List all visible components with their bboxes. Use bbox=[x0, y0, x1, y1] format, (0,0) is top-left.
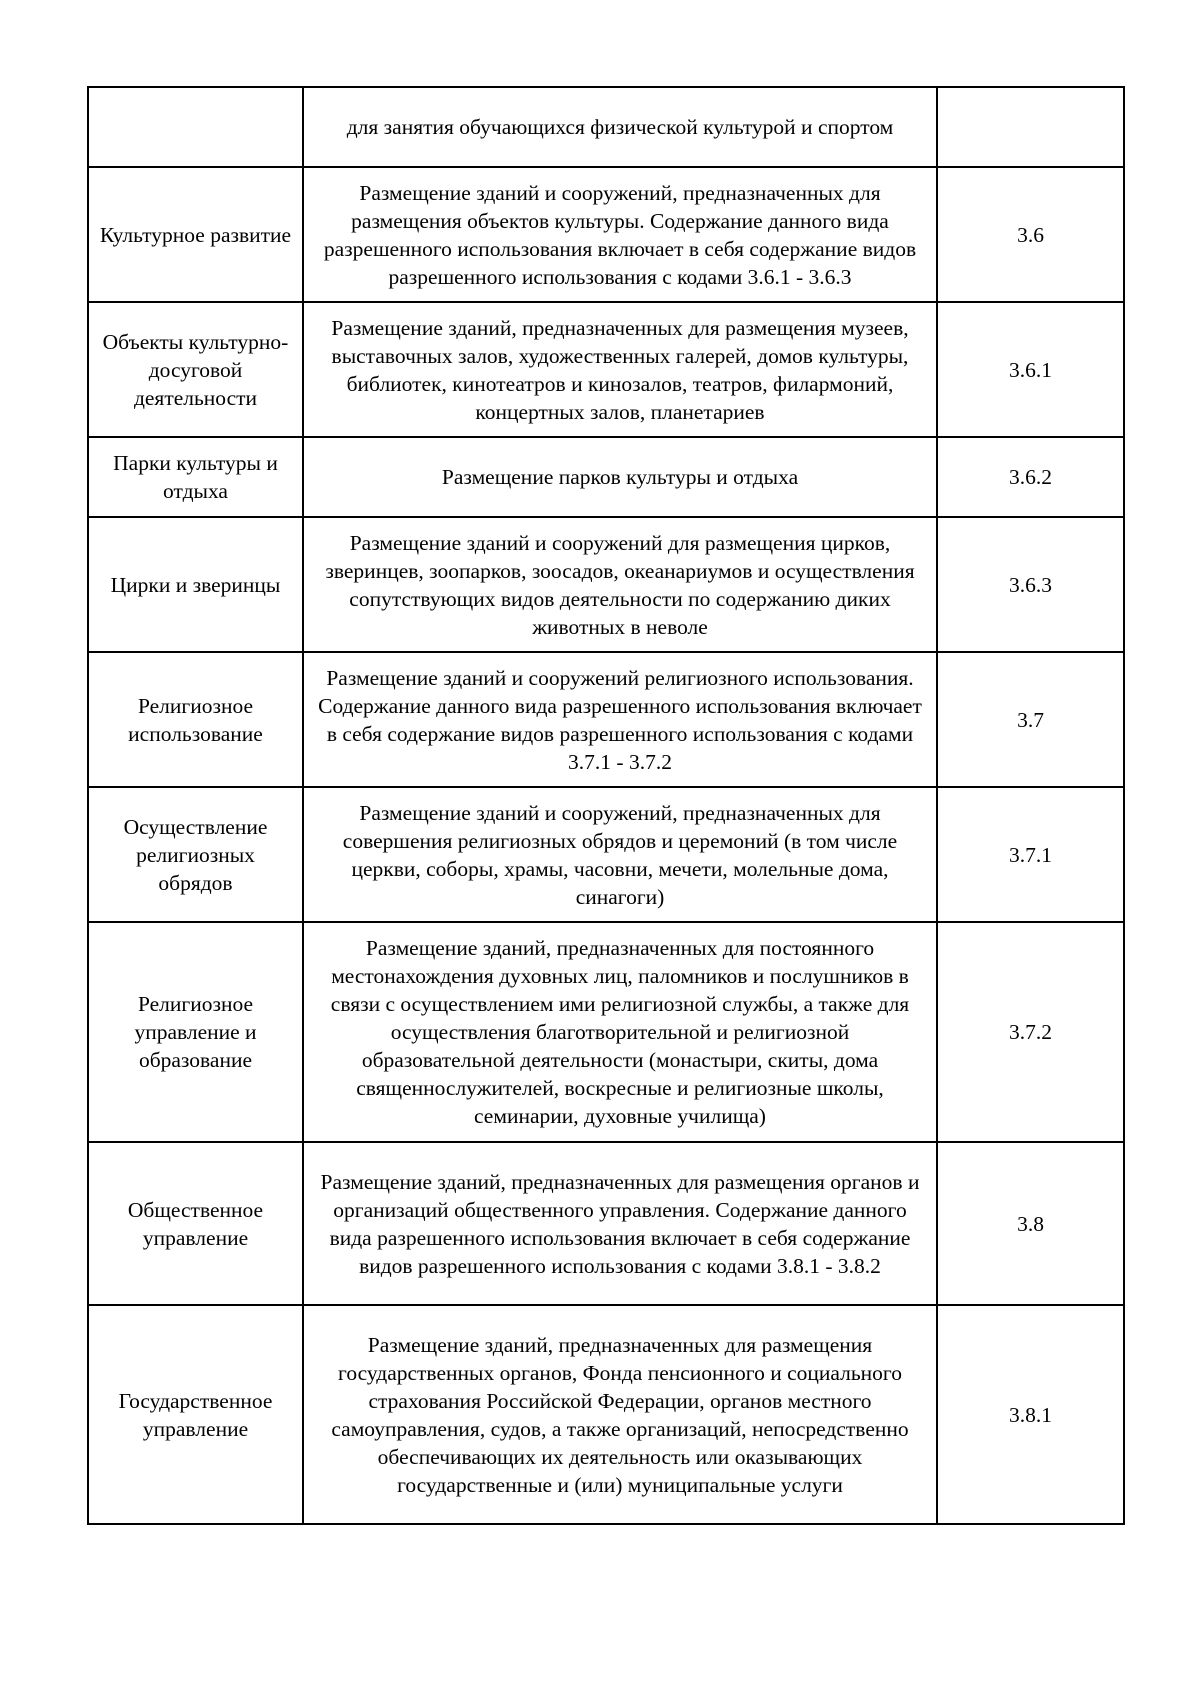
use-name-cell: Религиозное управление и образование bbox=[88, 922, 303, 1142]
use-description-cell: для занятия обучающихся физической культурой и спортом bbox=[303, 87, 937, 167]
use-name-cell bbox=[88, 87, 303, 167]
use-code-cell: 3.8.1 bbox=[937, 1305, 1124, 1524]
use-code-cell: 3.8 bbox=[937, 1142, 1124, 1305]
table-row bbox=[88, 922, 1124, 1142]
table-row bbox=[88, 167, 1124, 302]
table-row bbox=[88, 302, 1124, 437]
table-row bbox=[88, 1142, 1124, 1305]
use-code-cell: 3.7.2 bbox=[937, 922, 1124, 1142]
use-name-cell: Общественное управление bbox=[88, 1142, 303, 1305]
use-description-cell: Размещение зданий, предназначенных для размещения музеев, выставочных залов, художественных галерей, домов культуры, библиотек, кинотеатров и кинозалов, театров, филармоний, концертных залов, планетариев bbox=[303, 302, 937, 437]
use-code-cell: 3.7.1 bbox=[937, 787, 1124, 922]
use-code-cell: 3.6.2 bbox=[937, 437, 1124, 517]
table-row bbox=[88, 652, 1124, 787]
use-name-cell: Культурное развитие bbox=[88, 167, 303, 302]
use-code-cell: 3.7 bbox=[937, 652, 1124, 787]
land-use-table bbox=[87, 86, 1125, 1525]
use-name-cell: Объекты культурно-досуговой деятельности bbox=[88, 302, 303, 437]
use-name-cell: Парки культуры и отдыха bbox=[88, 437, 303, 517]
use-name-cell: Цирки и зверинцы bbox=[88, 517, 303, 652]
use-description-cell: Размещение парков культуры и отдыха bbox=[303, 437, 937, 517]
use-code-cell bbox=[937, 87, 1124, 167]
use-description-cell: Размещение зданий и сооружений, предназначенных для совершения религиозных обрядов и церемоний (в том числе церкви, соборы, храмы, часовни, мечети, молельные дома, синагоги) bbox=[303, 787, 937, 922]
use-description-cell: Размещение зданий, предназначенных для постоянного местонахождения духовных лиц, паломников и послушников в связи с осуществлением ими религиозной службы, а также для осуществления благотворительной и религиозной образовательной деятельности (монастыри, скиты, дома священнослужителей, воскресные и религиозные школы, семинарии, духовные училища) bbox=[303, 922, 937, 1142]
table-row bbox=[88, 87, 1124, 167]
use-code-cell: 3.6 bbox=[937, 167, 1124, 302]
table-row bbox=[88, 1305, 1124, 1524]
use-code-cell: 3.6.3 bbox=[937, 517, 1124, 652]
use-name-cell: Государственное управление bbox=[88, 1305, 303, 1524]
table-row bbox=[88, 787, 1124, 922]
use-description-cell: Размещение зданий, предназначенных для размещения органов и организаций общественного управления. Содержание данного вида разрешенного использования включает в себя содержание видов разрешенного использования с кодами 3.8.1 - 3.8.2 bbox=[303, 1142, 937, 1305]
use-name-cell: Осуществление религиозных обрядов bbox=[88, 787, 303, 922]
use-name-cell: Религиозное использование bbox=[88, 652, 303, 787]
use-description-cell: Размещение зданий и сооружений религиозного использования. Содержание данного вида разрешенного использования включает в себя содержание видов разрешенного использования с кодами 3.7.1 - 3.7.2 bbox=[303, 652, 937, 787]
table-row bbox=[88, 517, 1124, 652]
use-code-cell: 3.6.1 bbox=[937, 302, 1124, 437]
table-row bbox=[88, 437, 1124, 517]
use-description-cell: Размещение зданий и сооружений, предназначенных для размещения объектов культуры. Содержание данного вида разрешенного использования включает в себя содержание видов разрешенного использования с кодами 3.6.1 - 3.6.3 bbox=[303, 167, 937, 302]
use-description-cell: Размещение зданий и сооружений для размещения цирков, зверинцев, зоопарков, зоосадов, океанариумов и осуществления сопутствующих видов деятельности по содержанию диких животных в неволе bbox=[303, 517, 937, 652]
use-description-cell: Размещение зданий, предназначенных для размещения государственных органов, Фонда пенсионного и социального страхования Российской Федерации, органов местного самоуправления, судов, а также организаций, непосредственно обеспечивающих их деятельность или оказывающих государственные и (или) муниципальные услуги bbox=[303, 1305, 937, 1524]
